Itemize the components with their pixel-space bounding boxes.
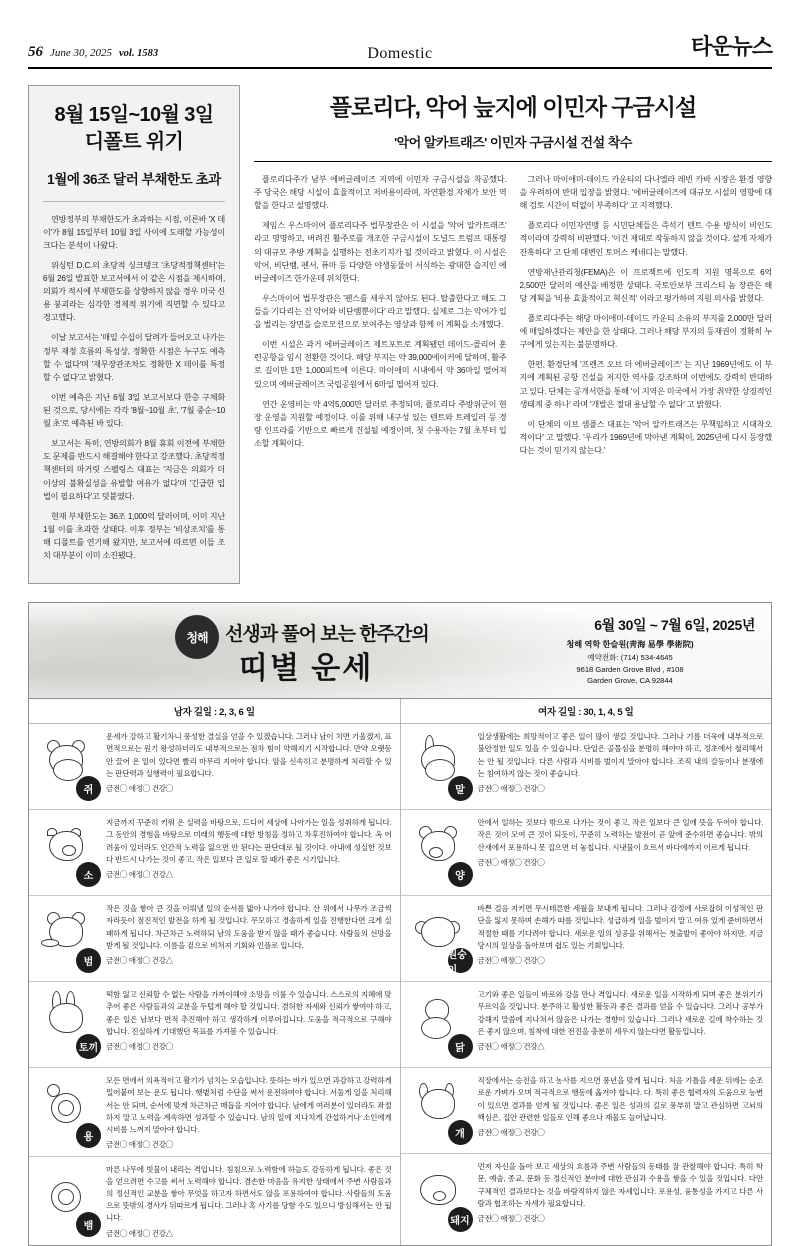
right-article-column-2 bbox=[520, 173, 773, 464]
right-paragraph: 플로리다주는 해당 마이애미-데이드 카운티 소유의 부지를 2,000만 달러에 매입하겠다는 제안을 한 상태다. 그러나 해당 부지의 등재권이 정확히 누구에게 있는지는 불분명하다. bbox=[519, 313, 772, 350]
list-item bbox=[401, 1154, 772, 1240]
zodiac-badge: 토끼 bbox=[76, 1034, 101, 1059]
lucky-days-female: 여자 길일 : 30, 1, 4, 5 일 bbox=[400, 699, 772, 723]
zodiac-badge: 소 bbox=[76, 862, 101, 887]
left-article-headline bbox=[43, 102, 225, 156]
lucky-days-male: 남자 길일 : 2, 3, 6 일 bbox=[173, 707, 255, 719]
fortune-big-title: 띠별 운세 bbox=[239, 652, 374, 686]
zodiac-badge: 범 bbox=[76, 948, 101, 973]
fortune-date-range: 6월 30일 ~ 7월 6일, 2025년 bbox=[594, 617, 755, 634]
left-paragraph: 이날 보고서는 '매일 수십이 달려가 들어오고 나가는 정부 재정 흐름의 특성상, 정확한 시점은 누구도 예측할 수 없다'며 '재무장관조차도 정확한 X 데이를 특정할 수 없다'고 밝혔다. bbox=[43, 333, 225, 382]
zodiac-badge: 양 bbox=[448, 862, 473, 887]
zodiac-text bbox=[478, 817, 764, 889]
right-paragraph: 이 단체의 이브 샘플스 대표는 '악어 알카트래즈는 무책임하고 시대착오적이다' 고 말했다. '우리가 1969년에 막아낸 계획이, 2025년에 다시 등장했다는 것이 믿기지 않는다.' bbox=[519, 419, 772, 455]
zodiac-text bbox=[478, 1075, 764, 1147]
right-paragraph: 이번 시설은 과거 에버글레이즈 제트포트로 계획됐던 데이드-콜리어 훈련공항을 임시 전환한 것이다. 해당 부지는 약 39,000에이커에 달하며, 활주로 길이만 1만 1,000피트에 이른다. 마이애미 시내에서 약 36마일 떨어져 있으며 에버글레이즈 국립공원에서 6마일 떨어져 있다. bbox=[254, 340, 507, 389]
zodiac-text bbox=[478, 731, 764, 803]
zodiac-art bbox=[37, 817, 99, 889]
fortune-section bbox=[28, 602, 772, 1245]
zodiac-art bbox=[409, 1161, 471, 1234]
divider bbox=[43, 201, 225, 202]
right-article-headline: 플로리다, 악어 늪지에 이민자 구금시설 bbox=[329, 94, 697, 120]
list-item bbox=[29, 1157, 400, 1245]
fortune-paragraph: 일상생활에는 희망적이고 좋은 일이 많이 생길 것입니다. 그러나 기름 더욱에 내부적으로 불안정한 일도 있을 수 있습니다. 단일은 골몰심을 분명히 해야야 하고, 정초에서 철리해서는 안 될 것입니다. 다른 사람과 시비를 벌이지 말아야 합니다. 조직 내의 갈등이나 분쟁에는 침여하지 않는 것이 좋습니다. bbox=[477, 732, 763, 778]
zodiac-text bbox=[106, 903, 392, 975]
snake-icon bbox=[37, 1166, 93, 1218]
fortune-paragraph: 작은 것을 쌓아 큰 것을 이뤄낼 일의 순서를 밟아 나가야 합니다. 산 위에서 나무가 조금씩 자라듯이 점진적인 발전을 하게 될 것입니다. 무모하고 경솔하게 일을 진행한다면 크게 실패하게 됩니다. 차근차근 노력하되 남의 도움을 받지 않을 때가 좋습니다. 사람들의 선망을 받게 될 것입니다. 이름을 겉으로 비쳐져 기회와 인플로 입니다. bbox=[106, 904, 392, 950]
fortune-meta: 금전◯ 애정◯ 건강◯ bbox=[106, 1139, 173, 1149]
list-item bbox=[401, 810, 772, 896]
right-article bbox=[254, 85, 772, 584]
fortune-paragraph: 바쁜 걸음 지키면 무시테른한 세월을 보내게 됩니다. 그러나 감정에 사로잡혀 이성적인 판단을 잃지 못하며 손해가 따를 것입니다. 성급하게 일을 벌이지 말고 여유 있게 준비하면서 적절한 때를 기다려야 합니다. 새로운 일의 성공을 위해서는 첫출발이 좋아야 하지만, 지금 당시의 일상을 돌아보며 쉽도 있는 기회입니다. bbox=[477, 904, 763, 950]
right-paragraph: 한편, 환경단체 '프렌즈 오브 더 에버글레이즈' 는 지난 1969년에도 이 부지에 계획된 공항 건설을 저지한 역사를 강조하며 이번에도 강력히 반대하고 있다. 단체는 공개서한을 통해 '이 지역은 미국에서 가장 취약한 상징적인 생태계 중 하나' 라며 '개발은 절대 용납할 수 없다' 고 밝혔다. bbox=[519, 360, 772, 409]
list-item bbox=[401, 1068, 772, 1154]
news-zone bbox=[28, 85, 772, 584]
right-article-subhead: '악어 알카트래즈' 이민자 구금시설 건설 착수 bbox=[254, 132, 772, 162]
fortune-meta: 금전◯ 애정◯ 건강◯ bbox=[477, 955, 545, 965]
zodiac-grid bbox=[29, 724, 771, 1244]
zodiac-art bbox=[409, 1075, 471, 1147]
fortune-paragraph: 모든 면에서 의욕적이고 활기가 넘치는 모습입니다. 뜻하는 바가 있으면 과감하고 강력하게 밀어붙여 보는 운도 됩니다. 햇볕처럼 수단을 써서 운전하여야 합니다. 서둘게 일을 처리해서는 안 되며, 순서에 맞게 차근차근 매듭을 지어야 합니다. 남에게 여러분이 있더라도 좌절하지 말고 노력을 계속하면 성과할 수 있습니다. 남의 일에 지나치게 간섭하거나 소인에게 시비를 느껴지 말아야 합니다. bbox=[106, 1076, 392, 1134]
fortune-paragraph: 지금까지 꾸준히 키워 온 실력을 바탕으로, 드디어 세상에 나아가는 일을 성취하게 됩니다. 그 동안의 경험을 바탕으로 미래의 행동에 대한 방침을 정하고 차후진하여야 합니다. 옥 어려움이 있더라도 인간적 노력을 잃으면 안 된다는 판단대로 될 것이다. 아내에 성실한 것보다 반드시 나가는 것이 좋고, 작은 일보다 큰 일로 할 때가 좋은 시기입니다. bbox=[106, 818, 392, 864]
dragon-icon bbox=[37, 1077, 93, 1129]
list-item bbox=[29, 896, 400, 982]
fortune-meta: 금전◯ 애정◯ 건강◯ bbox=[477, 857, 545, 867]
list-item bbox=[401, 724, 772, 810]
zodiac-column-left bbox=[29, 724, 400, 1244]
zodiac-art bbox=[37, 903, 99, 975]
right-paragraph: 그러나 마이애미-데이드 카운티의 다니엘라 레빈 카바 시장은 환경 영향을 우려하며 반대 입장을 밝혔다. '에버글레이즈에 대규모 시설의 영향에 대해 검토 시간이 턱없이 부족하다' 고 지적했다. bbox=[519, 175, 772, 211]
right-paragraph: 플로리다 이민자연맹 등 시민단체들은 즉석기 텐트 수용 방식이 비인도적이라며 강력히 비판했다. '이건 제대로 작동하지 않을 것이다. 설계 자체가 잔혹하다' 고 단체 대변인 토머스 케네디는 말했다. bbox=[519, 221, 772, 257]
left-paragraph: 현재 부채한도는 36조 1,000억 달러이며, 이미 지난 1월 이를 초과한 상태다. 이후 정부는 '비상조치'를 통해 디폴트를 연기해 왔지만, 보고서에 따르면 이들 조치 대부분이 이미 소진됐다. bbox=[43, 511, 225, 561]
left-paragraph: 이번 예측은 지난 6월 3일 보고서보다 한층 구체화된 것으로, 당시에는 각각 '8월~10월 초', '7월 중순~10월 초'로 예측된 바 있다. bbox=[43, 392, 225, 429]
masthead bbox=[28, 30, 772, 69]
zodiac-text bbox=[478, 989, 764, 1061]
institute-address-line1: 9618 Garden Grove Blvd , #108 bbox=[576, 664, 684, 674]
zodiac-badge: 개 bbox=[448, 1120, 473, 1145]
left-paragraph: 보고서는 특히, 연방의회가 8월 휴회 이전에 부채한도 문제를 반드시 해결해야 한다고 강조했다. 초당적정책센터의 마거릿 스펠링스 대표는 '지금은 의회가 더 이상의 불확실성을 유발할 여유가 없다'며 '긴급한 입법이 필요하다'고 덧붙였다. bbox=[43, 439, 225, 501]
right-article-column-1 bbox=[254, 173, 507, 464]
fortune-paragraph: 먼저 자신을 돌아 보고 세상의 흐름과 주변 사람들의 동태를 잘 관찰해야 합니다. 특히 학문, 예술, 종교, 문화 등 정신적인 분야에 대한 관심과 수용을 쌓을 수 있을 것입니다. 다만 구체적인 결과보다는 것을 바람직하지 않은 자세입니다. 포용성, 융통성을 가지고 다른 사람과 협조하는 자세가 필요합니다. bbox=[477, 1162, 763, 1208]
left-paragraph: 연방정부의 부채한도가 초과하는 시점, 이른바 'X 데이'가 8월 15일부터 10월 3일 사이에 도래할 가능성이 크다는 분석이 나왔다. bbox=[43, 214, 225, 250]
fortune-meta: 금전◯ 애정◯ 건강◯ bbox=[106, 783, 173, 793]
fortune-meta: 금전◯ 애정◯ 건강△ bbox=[477, 1041, 545, 1051]
left-paragraph: 위싱턴 D.C.의 초당적 싱크탱크 '초당적정책센터'는 6월 26일 발표한 보고서에서 이 같은 시점을 제시하며, 의회가 적시에 부채한도를 상향하지 않을 경우 미국 신용 붕괴라는 심각한 경제적 위기에 직면할 수 있다고 경고했다. bbox=[43, 260, 225, 323]
zodiac-badge: 돼지 bbox=[448, 1207, 473, 1232]
zodiac-text bbox=[106, 817, 392, 889]
left-headline-line1: 8월 15일~10월 3일 bbox=[54, 104, 214, 126]
fortune-meta: 금전◯ 애정◯ 건강◯ bbox=[106, 1041, 173, 1051]
lucky-days-row bbox=[29, 699, 771, 724]
fortune-paragraph: 떡함 잃고 신뢰할 수 없는 사람을 가까이해야 소망을 이룰 수 있습니다. 스스로의 지혜에 맞추어 좋은 사람들과의 교분을 두텁게 해야 할 것입니다. 겸허한 자세와 신뢰가 쌓여야 하고, 좋은 일은 남보다 면적 추진해야 하고 생각하게 이루어집니다. 도움을 적극적으로 구해야 합니다. 진실하게 기대했던 목표를 가져봄 수 있습니다. bbox=[106, 990, 392, 1036]
zodiac-art bbox=[409, 903, 471, 975]
list-item bbox=[401, 982, 772, 1068]
zodiac-text bbox=[106, 989, 392, 1061]
fortune-paragraph: 마른 나무에 빗물이 내리는 격입니다. 침침으로 노력함에 하늘도 감동하게 됩니다. 좋은 것을 얻으려면 수고를 써서 노력해야 합니다. 겸손한 마음을 유지한 상태에서 주변 사람들과의 정신적인 교분을 쌓아 무엇을 하고자 하면서도 않을 포용하여야 합니다. 사람들의 도움으로 뜻밖의 경사가 뒤따르게 됩니다. 그러나 혹 사기를 당함 수도 있으니 방심해서는 안 됩니다. bbox=[106, 1164, 392, 1223]
issue-volume: vol. 1583 bbox=[119, 48, 159, 59]
section-title: Domestic bbox=[367, 45, 433, 62]
institute-phone: 예약전화: (714) 534-4645 bbox=[587, 652, 673, 662]
fortune-paragraph: 안에서 일하는 것보다 밖으로 나가는 것이 좋고, 작은 일보다 큰 일에 뜻을 두어야 합니다. 작은 것이 모여 큰 것이 되듯이, 꾸준히 노력하는 발전이 곧 앞에 준수하면 좋습니다. 밖의 산새에서 포용하니 못 집으면 더 놓칩니다. 시냇물이 흐르서 바다에까지 이르게 됩니다. bbox=[477, 818, 763, 852]
fortune-meta: 금전◯ 애정◯ 건강△ bbox=[106, 869, 173, 879]
fortune-address-block bbox=[505, 639, 755, 687]
left-headline-line2: 디폴트 위기 bbox=[84, 130, 184, 153]
list-item bbox=[29, 982, 400, 1068]
zodiac-art bbox=[409, 817, 471, 889]
page-number: 56 bbox=[28, 44, 43, 60]
zodiac-badge: 쥐 bbox=[76, 776, 101, 801]
right-paragraph: 연간 운영비는 약 4억5,000만 달러로 추정되며, 플로리다 주방위군이 현장 운영을 지원할 예정이다. 이를 위해 내구성 있는 텐트와 트레일러 등 경량 인프라를 기반으로 빠르게 건설될 예정이며, 첫 수용자는 7월 초부터 입소할 계획이다. bbox=[254, 399, 507, 448]
zodiac-art bbox=[37, 1075, 99, 1150]
zodiac-text bbox=[478, 903, 764, 975]
right-paragraph: 제임스 우스마이어 플로리다주 법무장관은 이 시설을 '악어 알카트래즈' 라고 명명하고, 버려진 활주로를 개조한 구금시설이 도널드 트럼프 대통령의 대규모 추방 계획을 실행하는 전초기지가 될 것이라고 밝혔다. 이 시설은 악어, 비단뱀, 펜서, 퓨마 등 다양한 야생동물이 서식하는 광대한 습지인 에버글레이즈 한가운데 위치한다. bbox=[254, 221, 507, 283]
zodiac-text bbox=[106, 1075, 392, 1150]
fortune-meta: 금전◯ 애정◯ 건강△ bbox=[106, 1228, 173, 1238]
issue-date: June 30, 2025 bbox=[50, 47, 113, 59]
fortune-meta: 금전◯ 애정◯ 건강△ bbox=[106, 955, 173, 965]
right-paragraph: 우스마이어 법무장관은 '펜스를 세우지 않아도 된다. 탈출한다고 해도 그들을 기다리는 건 악어와 비단뱀뿐이다' 라고 말했다. 실제로 그는 악어가 입을 벌리는 장면을 슬로모션으로 보여주는 영상과 함께 이 계획을 소개했다. bbox=[254, 293, 507, 330]
fortune-paragraph: 고기와 좋은 일들이 바로와 강을 만나 격입니다. 새로운 일을 시작하게 되며 좋은 분위기가 무르익을 것입니다. 분주하고 활성한 활동과 좋은 결과를 얻을 수 있습니다. 그러나 공부가 강해지 말씀에 지나쳐서 않음은 나가는 경향이 있습니다. 그러나 새로운 길에 착수하는 것은 좋지 않으며, 침착에 대한 전진을 충분히 세우지 않는다면 활동입니다. bbox=[477, 990, 763, 1036]
zodiac-column-right bbox=[400, 724, 772, 1244]
fortune-title-line: 선생과 풀어 보는 한주간의 bbox=[225, 624, 429, 646]
zodiac-badge: 원숭이 bbox=[448, 948, 473, 973]
publication-logo: 타운뉴스 bbox=[690, 34, 772, 59]
zodiac-text bbox=[106, 731, 392, 803]
fortune-meta: 금전◯ 애정◯ 건강◯ bbox=[477, 1127, 545, 1137]
list-item bbox=[401, 896, 772, 982]
zodiac-badge: 뱀 bbox=[76, 1212, 101, 1237]
zodiac-art bbox=[409, 989, 471, 1061]
list-item bbox=[29, 810, 400, 896]
left-article-subhead: 1월에 36조 달러 부채한도 초과 bbox=[47, 171, 221, 187]
zodiac-art bbox=[409, 731, 471, 803]
zodiac-art bbox=[37, 989, 99, 1061]
zodiac-text bbox=[478, 1161, 764, 1234]
list-item bbox=[29, 1068, 400, 1157]
zodiac-art bbox=[37, 1164, 99, 1239]
institute-name: 청해 역학 한슬원(靑海 易學 學術院) bbox=[566, 640, 694, 650]
zodiac-badge: 말 bbox=[448, 776, 473, 801]
institute-address-line2: Garden Grove, CA 92844 bbox=[587, 676, 673, 686]
list-item bbox=[29, 724, 400, 810]
seal-stamp: 청해 bbox=[175, 615, 219, 659]
fortune-paragraph: 직장에서는 승진을 하고 농사를 지으면 풍년을 맞게 됩니다. 처음 기틀을 세운 뒤에는 순조로운 가벼가 오며 적극적으로 행동에 옮겨야 합니다. 다. 특히 좋은 협력자의 도움으로 능변이 있으면 결과를 얻게 될 것입니다. 좋은 일은 성과의 길로 풍부히 말고 관심하면 고뇌의 핵심은, 집안 관련한 일들로 인해 좋으나 재물도 늘어납니다. bbox=[477, 1076, 763, 1122]
fortune-header bbox=[29, 603, 771, 699]
zodiac-badge: 용 bbox=[76, 1123, 101, 1148]
right-paragraph: 연방재난관리청(FEMA)은 이 프로젝트에 인도적 지원 명목으로 6억2,500만 달러의 예산을 배정한 상태다. 국토안보부 크리스티 놈 장관은 해당 계획을 '비용 효율적이고 혁신적' 이라고 평가하며 지원 의사를 밝혔다. bbox=[519, 267, 772, 303]
fortune-meta: 금전◯ 애정◯ 건강◯ bbox=[477, 1213, 545, 1223]
fortune-paragraph: 운세가 강하고 활기차니 풍성한 결실을 얻을 수 있겠습니다. 그러나 남이 치면 기울겠지, 표면적으로는 원기 왕성하더라도 내부적으로는 점차 힘이 약해지기 시작합니다. 만약 오랫동안 끌어 온 일이 있다면 빨리 마무리 지어야 합니다. 앞을 신속히고 분명하게 처리할 수 있는 판단력과 실행력이 필요합니다. bbox=[106, 732, 392, 778]
zodiac-text bbox=[106, 1164, 392, 1239]
right-paragraph: 플로리다주가 남부 에버글레이즈 지역에 이민자 구금시설을 착공했다. 주 당국은 해당 시설이 효율적이고 저비용이라며, 자연환경 자체가 보안 역할을 한다고 설명했다. bbox=[254, 175, 507, 211]
fortune-meta: 금전◯ 애정◯ 건강◯ bbox=[477, 783, 545, 793]
zodiac-art bbox=[37, 731, 99, 803]
zodiac-badge: 닭 bbox=[448, 1034, 473, 1059]
left-article bbox=[28, 85, 240, 584]
